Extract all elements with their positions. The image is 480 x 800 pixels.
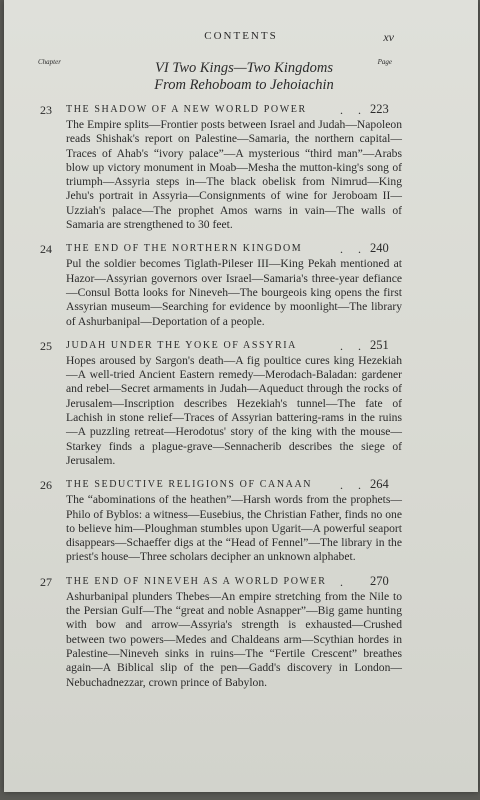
page-folio: xv <box>383 30 394 44</box>
chapter-summary: The Empire splits—Frontier posts between Israel and Judah—Napoleon reads Shishak's report on Palestine—Samaria, the northern capital—Traces of Ahab's “ivory palace”—A mysterious “third man”—Arabs blow up victory monument in Moab—Mesha the mutton-king's song of triumph—Assyria steps in—The black obelisk from Nimrud—King Jehu's portrait in Assyria—Consignments of wine for Jeroboam II—Uzziah's palace—The prophet Amos warns in vain—The walls of Samaria are strengthened to 30 feet. <box>66 118 402 232</box>
toc-entries <box>4 102 478 699</box>
chapter-page-number: 270 <box>370 573 389 588</box>
chapter-page-number: 251 <box>370 337 389 352</box>
chapter-number: 26 <box>40 478 52 493</box>
chapter-page-number: 223 <box>370 102 389 116</box>
leader-dots: . . <box>340 103 367 117</box>
chapter-title: THE END OF THE NORTHERN KINGDOM <box>66 243 303 255</box>
chapter-number: 25 <box>40 338 52 353</box>
page-column-label: Page <box>377 58 392 66</box>
chapter-title: JUDAH UNDER THE YOKE OF ASSYRIA <box>66 339 298 351</box>
chapter-summary: The “abominations of the heathen”—Harsh words from the prophets—Philo of Byblos: a witness—Eusebius, the Christian Father, finds no one to believe him—Ploughman stumbles upon Ugarit—A powerful seaport disappears—Schaeffer digs at the “Head of Fennel”—The library in the priest's house—Three scholars decipher an unknown alphabet. <box>66 493 402 564</box>
running-title: CONTENTS <box>204 30 278 42</box>
chapter-summary: Hopes aroused by Sargon's death—A fig poultice cures king Hezekiah—A well-tried Ancient Eastern remedy—Merodach-Baladan: gardener and rebel—Secret armaments in Judah—Aqueduct through the rocks of Jerusalem—Inscription describes Hezekiah's tunnel—The fate of Lachish in stone relief—Traces of Assyrian battering-rams in the ruins—A puzzling retreat—Herodotus' story of the king with the mouse—Starkey finds a plague-grave—Sennacherib describes the siege of Jerusalem. <box>66 353 402 467</box>
book-page <box>4 0 478 792</box>
leader-dots: . . <box>340 338 367 353</box>
chapter-title: THE SEDUCTIVE RELIGIONS OF CANAAN <box>66 479 313 491</box>
chapter-number: 23 <box>40 103 52 117</box>
toc-entry <box>4 477 478 564</box>
chapter-number: 27 <box>40 574 52 589</box>
toc-entry <box>4 574 478 690</box>
leader-dots: . . <box>340 478 367 493</box>
chapter-title: THE END OF NINEVEH AS A WORLD POWER <box>66 575 327 587</box>
leader-dots: . . <box>340 242 367 257</box>
chapter-page-number: 264 <box>370 477 389 492</box>
chapter-summary: Pul the soldier becomes Tiglath-Pileser III—King Pekah mentioned at Hazor—Assyrian governors over Israel—Samaria's three-year defiance—Consul Botta looks for Nineveh—The bourgeois king opens the first Assyrian museum—Searching for evidence by moonlight—The library of Ashurbanipal—Deportation of a people. <box>66 257 402 328</box>
chapter-page-number: 240 <box>370 241 389 256</box>
part-subtitle: From Rehoboam to Jehoiachin <box>154 77 334 93</box>
chapter-number: 24 <box>40 242 52 257</box>
toc-entry <box>4 241 478 328</box>
toc-entry <box>4 102 478 232</box>
chapter-title: THE SHADOW OF A NEW WORLD POWER <box>66 104 307 115</box>
leader-dots: . <box>340 574 349 589</box>
toc-entry <box>4 338 478 468</box>
part-heading <box>44 60 444 94</box>
chapter-column-label: Chapter <box>38 58 61 66</box>
chapter-summary: Ashurbanipal plunders Thebes—An empire stretching from the Nile to the Persian Gulf—The “great and noble Asnapper”—Big game hunting with bow and arrow—Assyria's strength is exhausted—Crushed between two powers—Medes and Chaldeans arm—Scythian hordes in Palestine—Nineveh sinks in ruins—The “Fertile Crescent” breathes again—A Biblical slip of the pen—Gadd's discovery in London—Nebuchadnezzar, crown prince of Babylon. <box>66 589 402 689</box>
part-title: VI Two Kings—Two Kingdoms <box>155 60 333 76</box>
